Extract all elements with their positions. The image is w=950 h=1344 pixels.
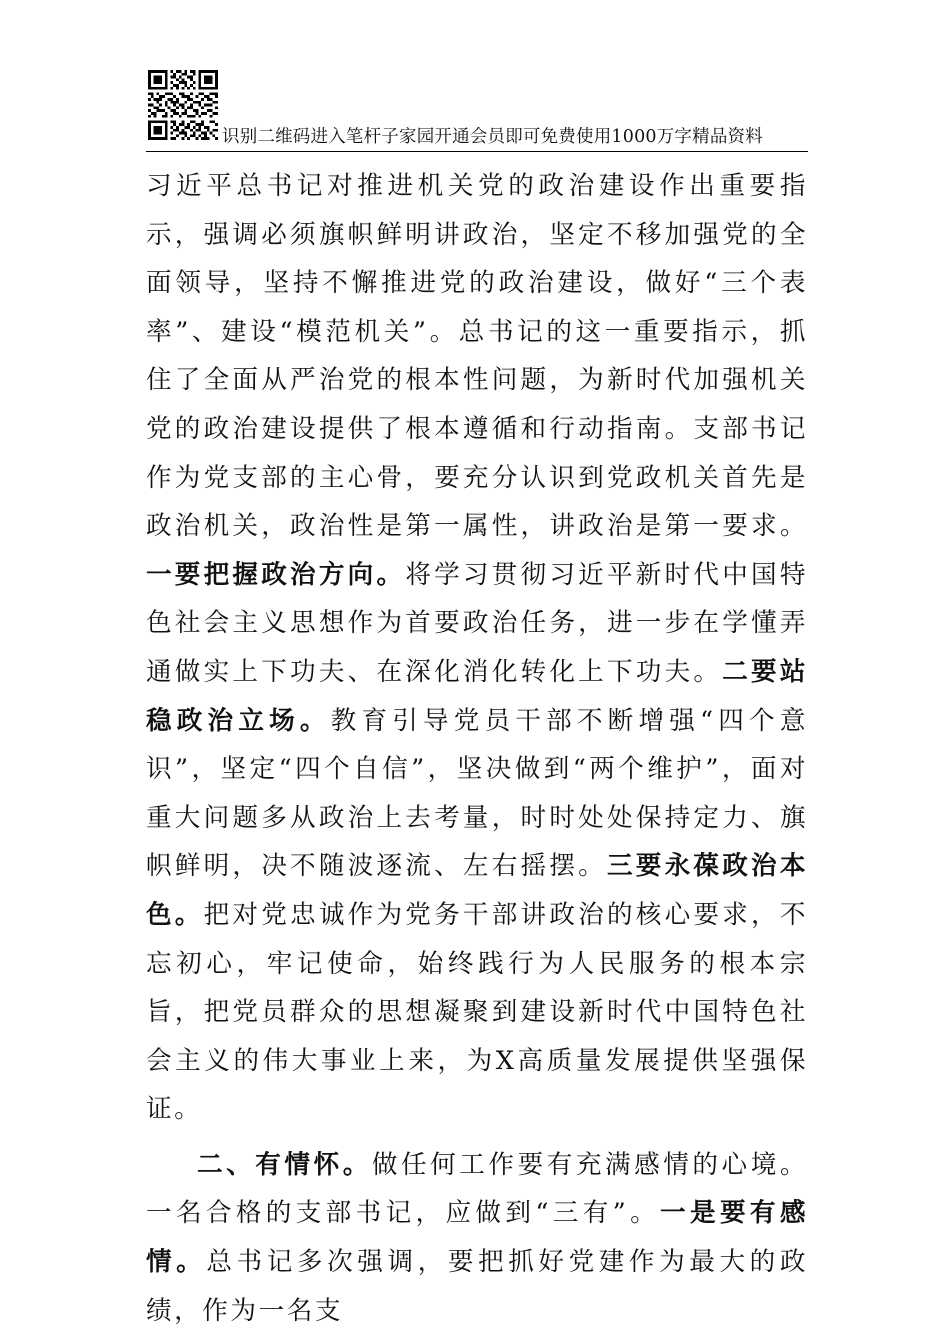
paragraph-political-building (146, 162, 808, 1134)
text-run: 总书记多次强调，要把抓好党建作为最大的政绩，作为一名支 (146, 1247, 808, 1326)
text-run: 将学习贯彻习近平新时代中国特色社会主义思想作为首要政治任务，进一步在学懂弄通做实上下功夫、在深化消化转化上下功夫。 (146, 559, 809, 687)
qr-code-graphic (146, 70, 220, 140)
paragraph-have-feelings (146, 1141, 808, 1335)
text-run: 把对党忠诚作为党务干部讲政治的核心要求，不忘初心，牢记使命，始终践行为人民服务的根本宗旨，把党员群众的思想凝聚到建设新时代中国特色社会主义的伟大事业上来，为X高质量发展提供坚强保证。 (146, 899, 808, 1125)
bold-run: 三要永葆政治本色。 (146, 851, 808, 930)
text-run: 教育引导党员干部不断增强“四个意识”，坚定“四个自信”，坚决做到“两个维护”，面对重大问题多从政治上去考量，时时处处保持定力、旗帜鲜明，决不随波逐流、左右摇摆。 (146, 705, 808, 882)
qr-code-image[interactable] (146, 70, 220, 140)
text-run: 做任何工作要有充满感情的心境。一名合格的支部书记，应做到“三有”。 (146, 1149, 808, 1229)
bold-run: 一是要有感情。 (146, 1198, 808, 1278)
text-run: 习近平总书记对推进机关党的政治建设作出重要指示，强调必须旗帜鲜明讲政治，坚定不移加强党的全面领导，坚持不懈推进党的政治建设，做好“三个表率”、建设“模范机关”。总书记的这一重要指示，抓住了全面从严治党的根本性问题，为新时代加强机关党的政治建设提供了根本遵循和行动指南。支部书记作为党支部的主心骨，要充分认识到党政机关首先是政治机关，政治性是第一属性，讲政治是第一要求。 (146, 171, 808, 542)
promo-banner-text: 识别二维码进入笔杆子家园开通会员即可免费使用1000万字精品资料 (222, 127, 763, 147)
header-divider (146, 151, 808, 152)
bold-run: 二要站稳政治立场。 (146, 656, 808, 736)
document-body (146, 162, 808, 1335)
bold-run: 一要把握政治方向。 (146, 559, 406, 590)
section-heading: 二、有情怀。 (197, 1149, 372, 1180)
